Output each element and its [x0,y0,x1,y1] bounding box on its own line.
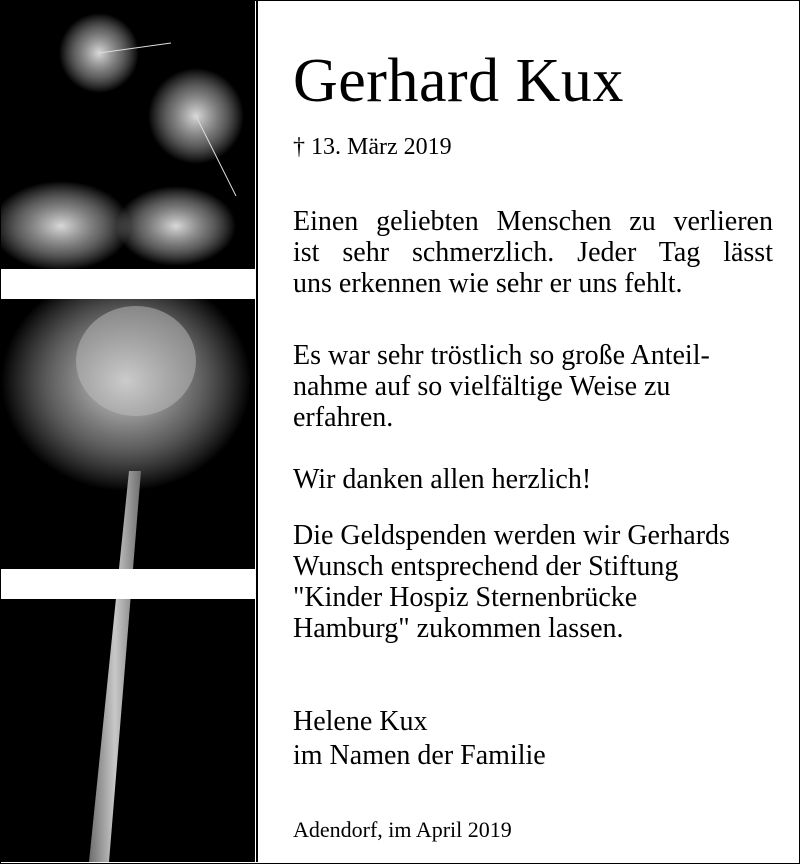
text-line: Wir danken allen herzlich! [293,464,592,495]
text-panel [256,0,800,862]
text-line: uns erkennen wie sehr er uns fehlt. [293,268,683,299]
text-line: Die Geldspenden werden wir Gerhards [293,520,730,551]
dandelion-head [1,271,251,491]
signature [293,705,546,773]
text-line: Wunsch entsprechend der Stiftung [293,551,679,582]
text-line: Einen geliebten Menschen zu verlieren [293,206,773,237]
text-line: Es war sehr tröstlich so große Anteil- [293,340,710,371]
dandelion-photo [1,1,255,862]
paragraph-2 [293,340,773,433]
paragraph-4 [293,520,773,644]
deceased-name: Gerhard Kux [293,47,624,115]
place-date: Adendorf, im April 2019 [293,817,512,842]
paragraph-1 [293,206,773,299]
dandelion-illustration [1,1,255,862]
signature-line: im Namen der Familie [293,740,546,771]
text-line: "Kinder Hospiz Sternenbrücke [293,582,638,613]
text-line: erfahren. [293,402,394,433]
text-line: Hamburg" zukommen lassen. [293,613,624,644]
paragraph-3 [293,464,773,495]
text-line: nahme auf so vielfältige Weise zu [293,371,671,402]
signature-name: Helene Kux [293,706,428,737]
death-date: † 13. März 2019 [293,134,452,160]
text-line: ist sehr schmerzlich. Jeder Tag lässt [293,237,773,268]
